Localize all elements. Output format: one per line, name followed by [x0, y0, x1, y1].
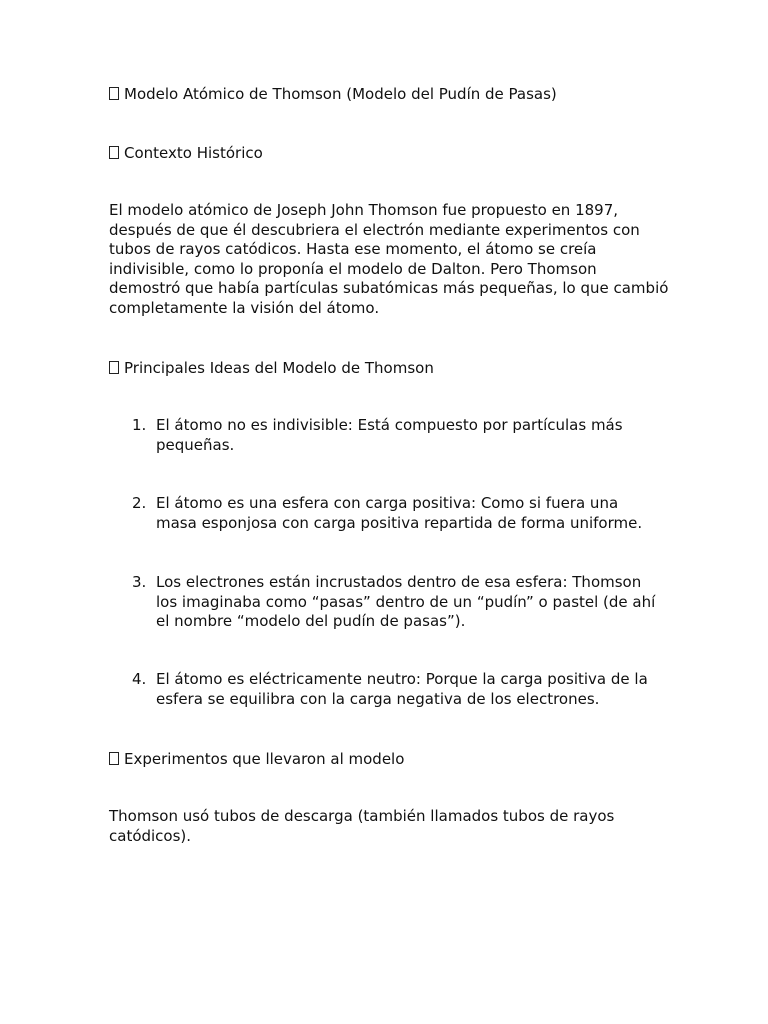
experiments-paragraph: Thomson usó tubos de descarga (también llamados tubos de rayos catódicos). [109, 807, 615, 845]
list-item-text: Los electrones están incrustados dentro de esa esfera: Thomson los imaginaba como “pasas” dentro de un “pudín” o pastel (de ahí el nombre “modelo del pudín de pasas”). [156, 573, 656, 631]
list-item-text: El átomo no es indivisible: Está compuesto por partículas más pequeñas. [156, 416, 623, 454]
list-item-text: El átomo es eléctricamente neutro: Porque la carga positiva de la esfera se equilibra con la carga negativa de los electrones. [156, 670, 648, 708]
missing-glyph-icon [109, 361, 119, 374]
list-item [132, 670, 662, 709]
missing-glyph-icon [109, 87, 119, 100]
context-heading-text: Contexto Histórico [124, 144, 263, 162]
list-item-number: 4. [132, 670, 147, 688]
ideas-heading-text: Principales Ideas del Modelo de Thomson [124, 359, 434, 377]
context-paragraph: El modelo atómico de Joseph John Thomson fue propuesto en 1897, después de que él descubriera el electrón mediante experimentos con tubos de rayos catódicos. Hasta ese momento, el átomo se creía indivisible, como lo proponía el modelo de Dalton. Pero Thomson demostró que había partículas subatómicas más pequeñas, lo que cambió completamente la visión del átomo. [109, 201, 669, 317]
list-item-text: El átomo es una esfera con carga positiva: Como si fuera una masa esponjosa con carga positiva repartida de forma uniforme. [156, 494, 643, 532]
list-item-number: 2. [132, 494, 147, 512]
context-heading [109, 143, 263, 163]
missing-glyph-icon [109, 752, 119, 765]
missing-glyph-icon [109, 146, 119, 159]
list-item [132, 494, 662, 533]
list-item-number: 3. [132, 573, 147, 591]
list-item [132, 416, 662, 455]
document-title-text: Modelo Atómico de Thomson (Modelo del Pudín de Pasas) [124, 85, 557, 103]
experiments-heading-text: Experimentos que llevaron al modelo [124, 750, 405, 768]
list-item-number: 1. [132, 416, 147, 434]
list-item [132, 573, 662, 632]
document-title [109, 84, 557, 104]
ideas-heading [109, 358, 434, 378]
experiments-heading [109, 749, 404, 769]
